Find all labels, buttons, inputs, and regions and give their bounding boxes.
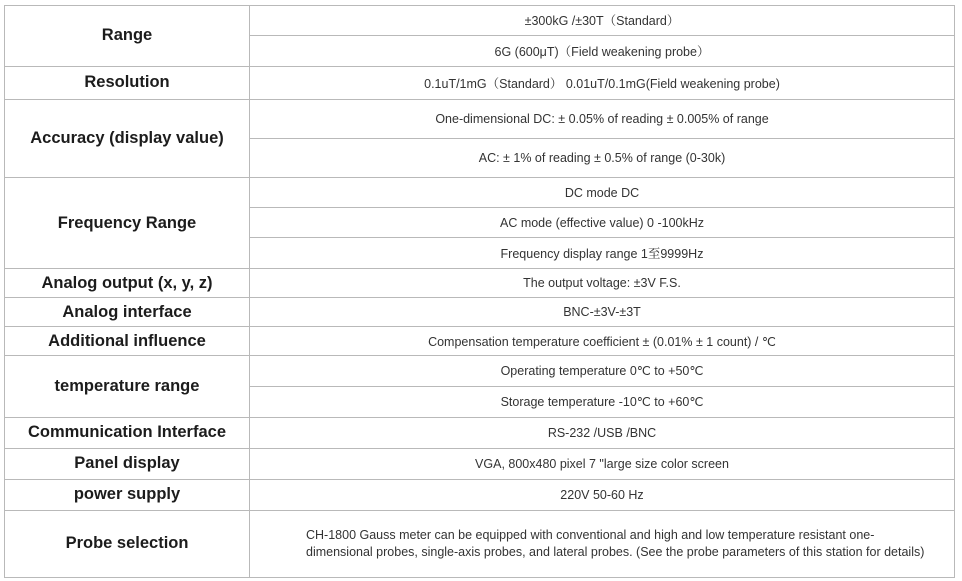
row-label-temperature-range: temperature range [5, 355, 250, 417]
row-label-resolution: Resolution [5, 66, 250, 99]
probe-selection-value: CH-1800 Gauss meter can be equipped with conventional and high and low temperature resistant one-dimensional probes, single-axis probes, and lateral probes. (See the probe parameters of this station for details) [250, 510, 955, 577]
row-label-probe-selection: Probe selection [5, 510, 250, 577]
frequency-dc-mode-value: DC mode DC [250, 178, 955, 208]
communication-interface-value: RS-232 /USB /BNC [250, 417, 955, 448]
range-field-weakening-value: 6G (600μT)（Field weakening probe） [250, 35, 955, 66]
storage-temperature-value: Storage temperature -10℃ to +60℃ [250, 386, 955, 417]
accuracy-dc-value: One-dimensional DC: ± 0.05% of reading ± 0.005% of range [250, 99, 955, 138]
resolution-value: 0.1uT/1mG（Standard） 0.01uT/0.1mG(Field weakening probe) [250, 66, 955, 99]
row-label-analog-output: Analog output (x, y, z) [5, 269, 250, 298]
row-label-range: Range [5, 6, 250, 67]
row-label-frequency-range: Frequency Range [5, 178, 250, 269]
row-label-accuracy: Accuracy (display value) [5, 99, 250, 177]
analog-interface-value: BNC-±3V-±3T [250, 298, 955, 327]
row-label-communication-interface: Communication Interface [5, 417, 250, 448]
operating-temperature-value: Operating temperature 0℃ to +50℃ [250, 355, 955, 386]
row-label-panel-display: Panel display [5, 448, 250, 479]
panel-display-value: VGA, 800x480 pixel 7 "large size color screen [250, 448, 955, 479]
frequency-ac-mode-value: AC mode (effective value) 0 -100kHz [250, 208, 955, 238]
range-standard-value: ±300kG /±30T（Standard） [250, 6, 955, 36]
specifications-table [4, 5, 955, 578]
analog-output-value: The output voltage: ±3V F.S. [250, 269, 955, 298]
frequency-display-range-value: Frequency display range 1至9999Hz [250, 238, 955, 269]
power-supply-value: 220V 50-60 Hz [250, 479, 955, 510]
additional-influence-value: Compensation temperature coefficient ± (0.01% ± 1 count) / ℃ [250, 327, 955, 356]
row-label-analog-interface: Analog interface [5, 298, 250, 327]
row-label-power-supply: power supply [5, 479, 250, 510]
accuracy-ac-value: AC: ± 1% of reading ± 0.5% of range (0-30k) [250, 139, 955, 178]
row-label-additional-influence: Additional influence [5, 327, 250, 356]
